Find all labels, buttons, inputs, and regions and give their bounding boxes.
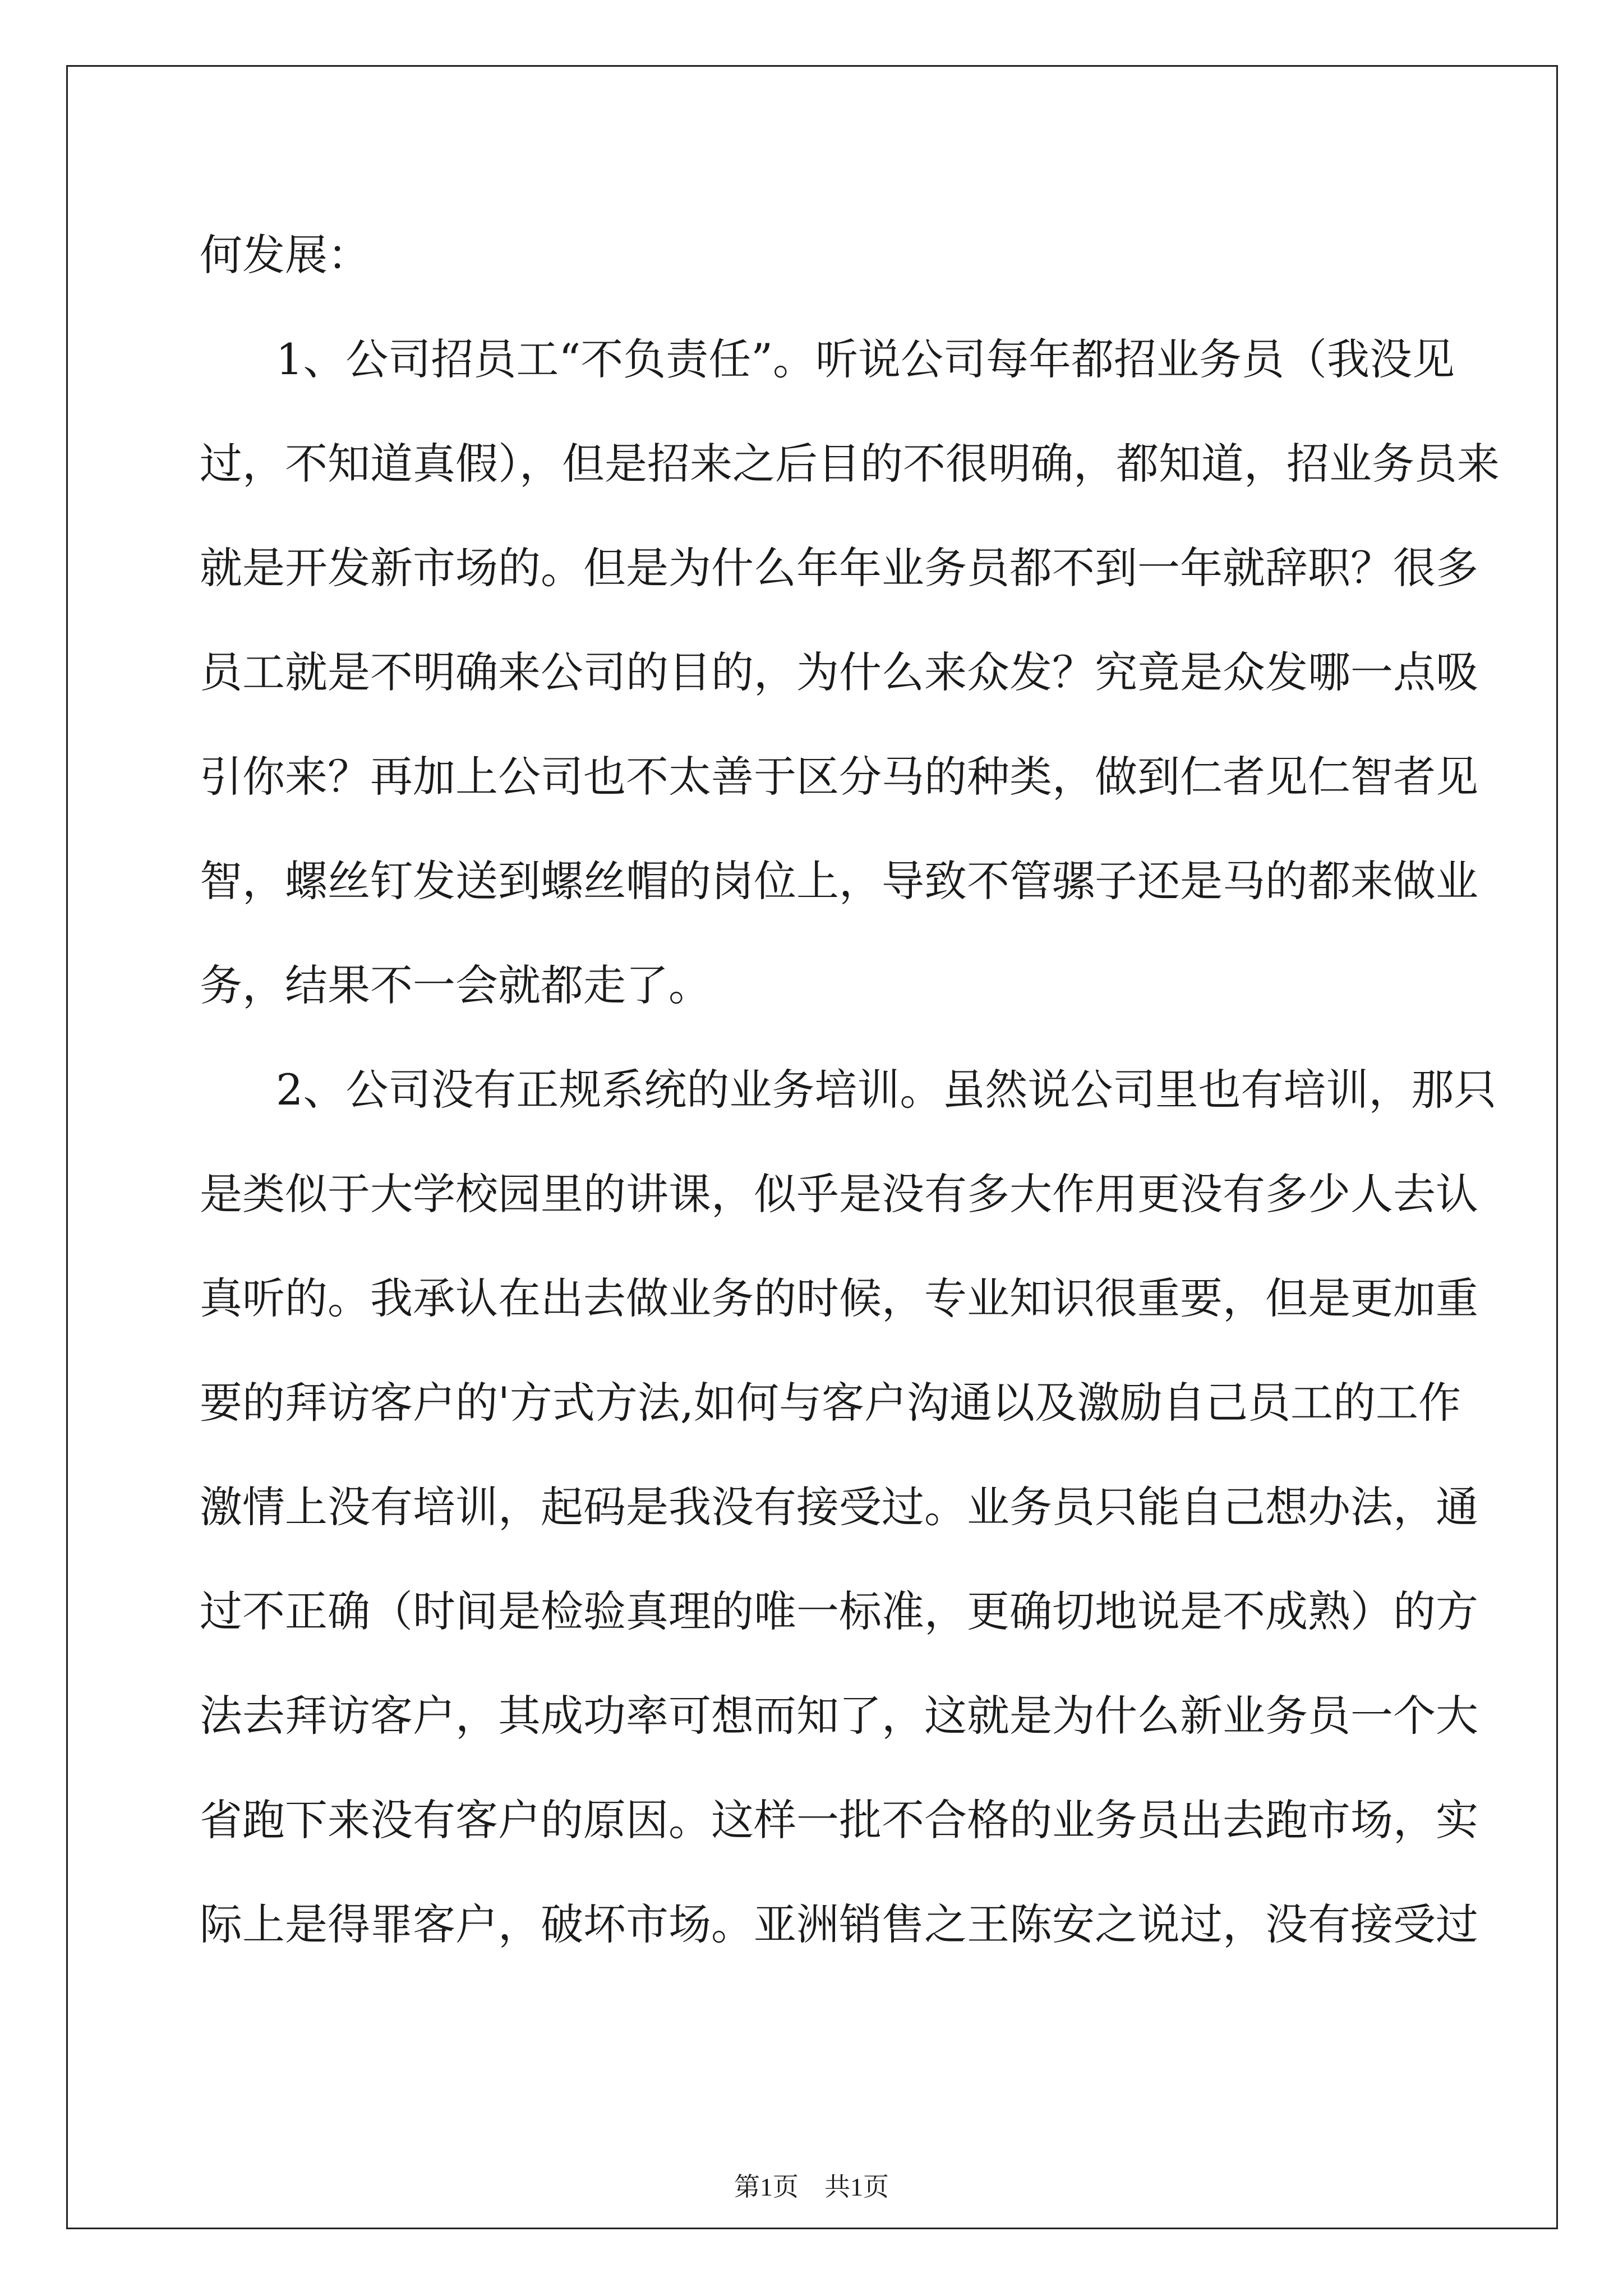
text-line: 过，不知道真假），但是招来之后目的不很明确，都知道，招业务员来 <box>200 439 1500 489</box>
text-line: 法去拜访客户，其成功率可想而知了，这就是为什么新业务员一个大 <box>200 1691 1478 1741</box>
text-line: 要的拜访客户的'方式方法,如何与客户沟通以及激励自己员工的工作 <box>200 1378 1461 1428</box>
text-line: 激情上没有培训，起码是我没有接受过。业务员只能自己想办法，通 <box>200 1482 1478 1532</box>
text-line: 务，结果不一会就都走了。 <box>200 960 711 1010</box>
text-line: 引你来？再加上公司也不太善于区分马的种类，做到仁者见仁智者见 <box>200 752 1478 802</box>
text-line: 员工就是不明确来公司的目的，为什么来众发？究竟是众发哪一点吸 <box>200 647 1478 697</box>
text-line: 过不正确（时间是检验真理的唯一标准，更确切地说是不成熟）的方 <box>200 1586 1478 1636</box>
text-line: 省跑下来没有客户的原因。这样一批不合格的业务员出去跑市场，实 <box>200 1795 1478 1845</box>
text-line: 是类似于大学校园里的讲课，似乎是没有多大作用更没有多少人去认 <box>200 1169 1478 1219</box>
text-line: 智，螺丝钉发送到螺丝帽的岗位上，导致不管骡子还是马的都来做业 <box>200 856 1478 906</box>
text-line: 就是开发新市场的。但是为什么年年业务员都不到一年就辞职？很多 <box>200 543 1478 593</box>
text-line: 际上是得罪客户，破坏市场。亚洲销售之王陈安之说过，没有接受过 <box>200 1899 1478 1949</box>
text-line: 2、公司没有正规系统的业务培训。虽然说公司里也有培训，那只 <box>276 1065 1497 1115</box>
text-line: 何发展： <box>200 230 370 280</box>
text-line: 1、公司招员工“不负责任”。听说公司每年都招业务员（我没见 <box>276 334 1455 384</box>
text-line: 真听的。我承认在出去做业务的时候，专业知识很重要，但是更加重 <box>200 1273 1478 1323</box>
page-footer: 第1页 共1页 <box>734 2173 889 2201</box>
